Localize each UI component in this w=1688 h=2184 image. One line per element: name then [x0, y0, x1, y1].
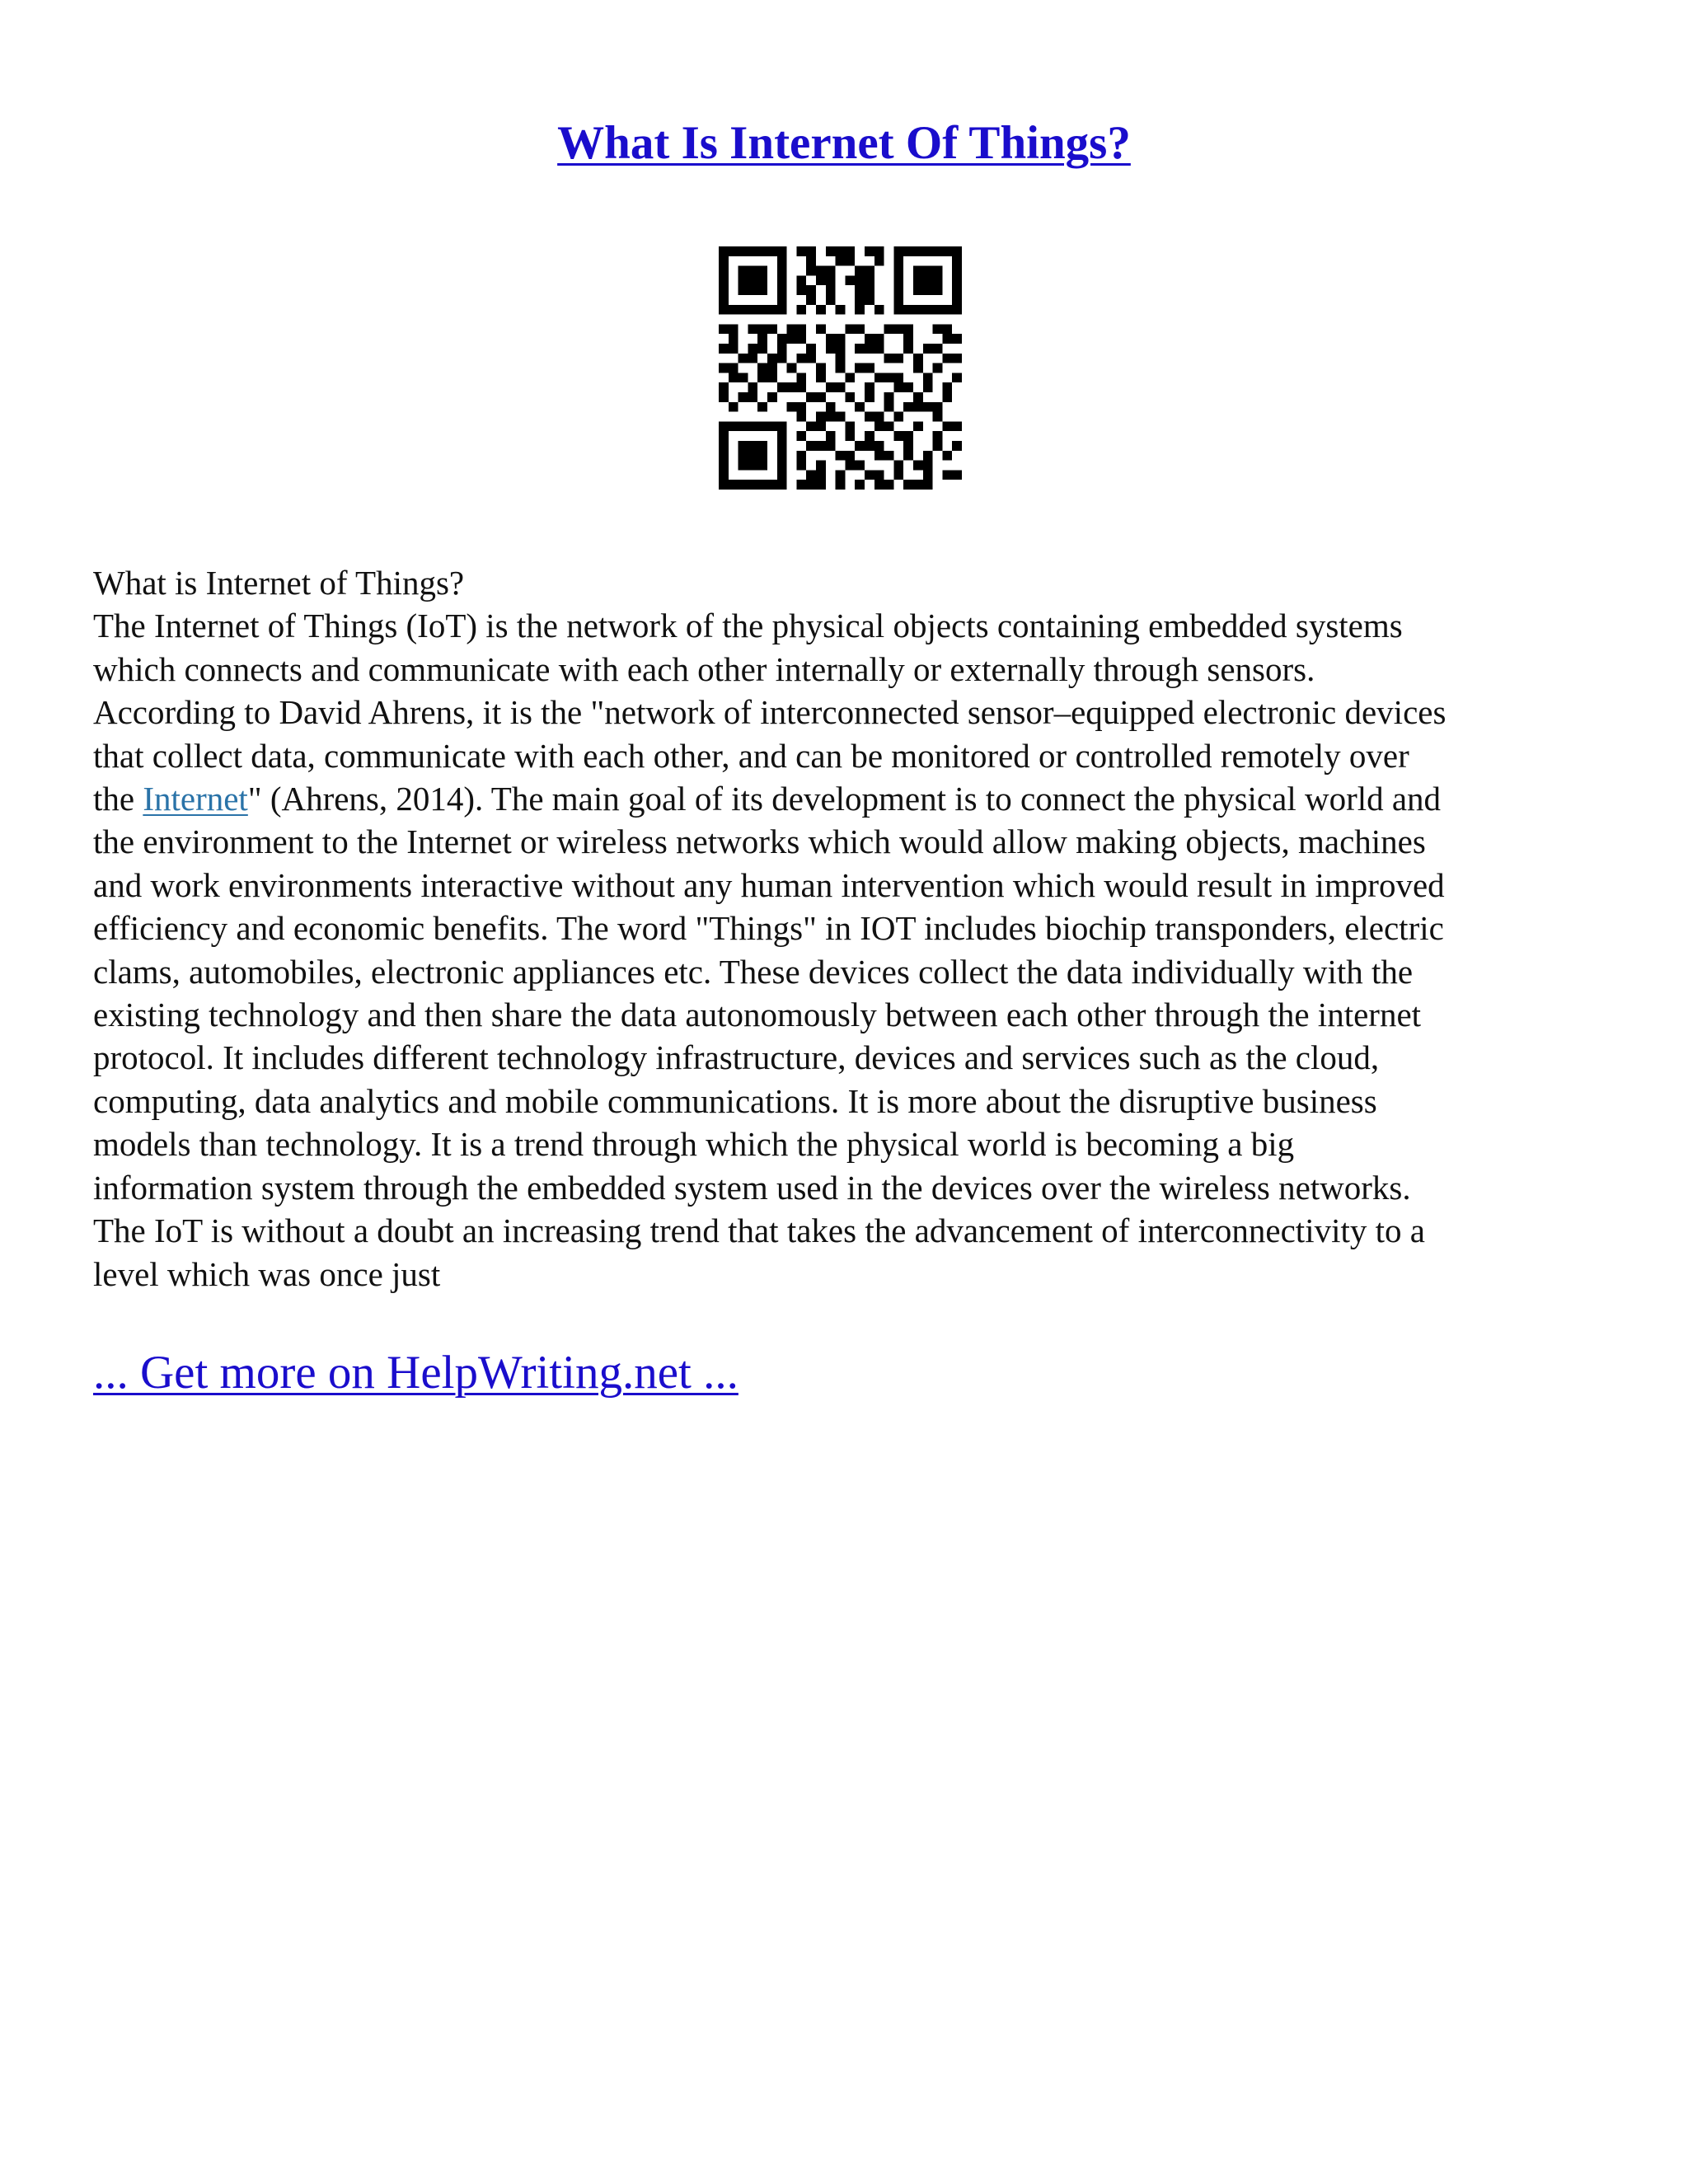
body-line: computing, data analytics and mobile communications. It is more about the disruptive business — [93, 1081, 1377, 1120]
body-line-before-link: the — [93, 780, 143, 818]
body-line: The Internet of Things (IoT) is the network of the physical objects containing embedded systems — [93, 607, 1403, 645]
body-line: level which was once just — [93, 1254, 441, 1293]
article-body — [93, 561, 1610, 1296]
body-line: The IoT is without a doubt an increasing trend that takes the advancement of interconnectivity to a — [93, 1212, 1425, 1250]
title-link[interactable]: What Is Internet Of Things? — [557, 117, 1131, 169]
body-line: What is Internet of Things? — [93, 564, 465, 602]
qr-code — [719, 246, 962, 490]
body-line-after-link: " (Ahrens, 2014). The main goal of its development is to connect the physical world and — [247, 780, 1442, 818]
body-line: the environment to the Internet or wireless networks which would allow making objects, machines — [93, 823, 1426, 861]
body-line: protocol. It includes different technology infrastructure, devices and services such as the cloud, — [93, 1038, 1380, 1077]
body-line: that collect data, communicate with each other, and can be monitored or controlled remotely over — [93, 736, 1409, 775]
body-line: which connects and communicate with each other internally or externally through sensors. — [93, 649, 1315, 688]
more-link-container — [93, 1345, 738, 1401]
body-line: and work environments interactive without any human intervention which would result in improved — [93, 865, 1445, 904]
body-line-with-link — [93, 777, 1610, 820]
body-line: models than technology. It is a trend through which the physical world is becoming a big — [93, 1125, 1295, 1164]
body-line: clams, automobiles, electronic appliances etc. These devices collect the data individually with the — [93, 952, 1414, 991]
body-line: information system through the embedded system used in the devices over the wireless networks. — [93, 1168, 1411, 1207]
internet-link[interactable]: Internet — [143, 780, 248, 818]
page-title — [0, 115, 1688, 171]
body-line: existing technology and then share the data autonomously between each other through the internet — [93, 996, 1422, 1034]
get-more-link[interactable]: ... Get more on HelpWriting.net ... — [93, 1347, 738, 1399]
body-line: efficiency and economic benefits. The word "Things" in IOT includes biochip transponders, electric — [93, 909, 1444, 948]
body-line: According to David Ahrens, it is the "network of interconnected sensor–equipped electronic devices — [93, 693, 1447, 732]
